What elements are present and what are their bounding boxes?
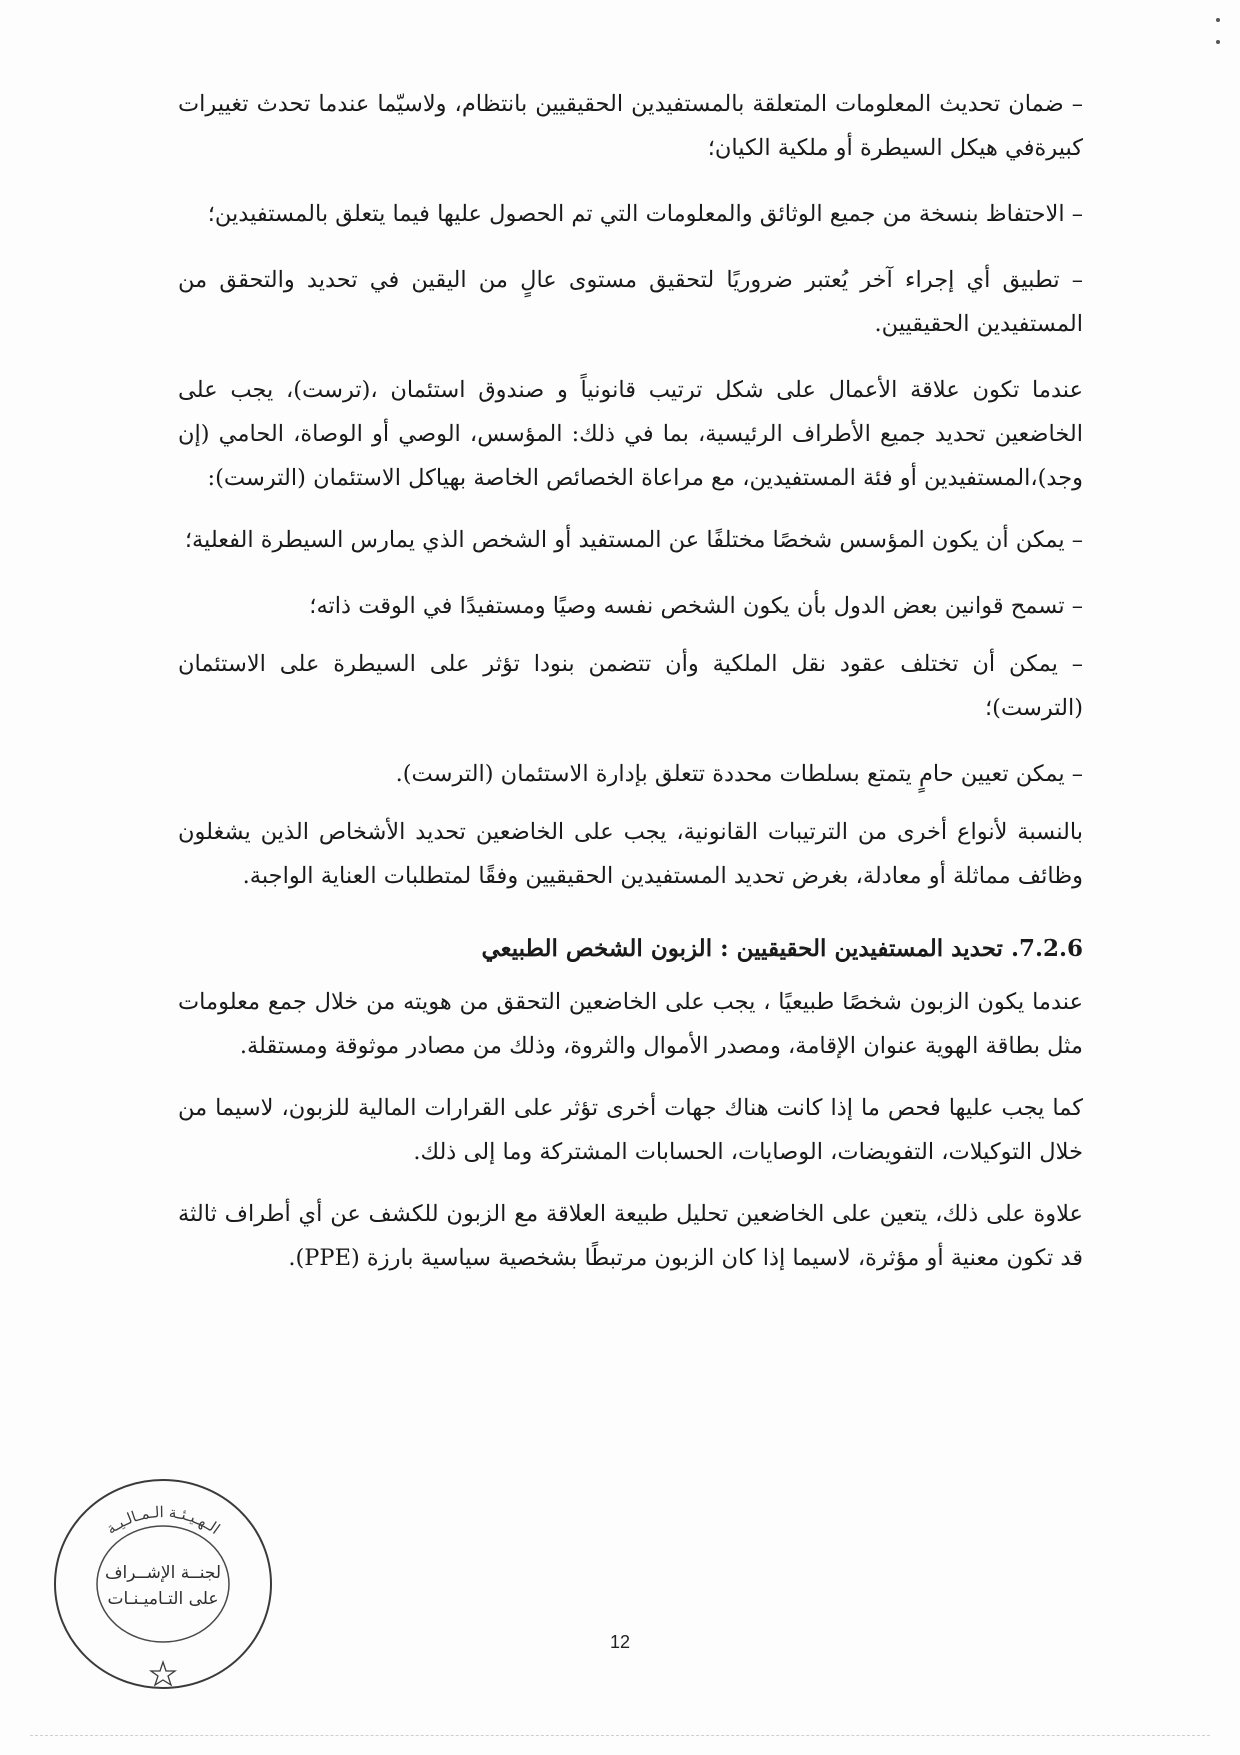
bullet-founder: – يمكن أن يكون المؤسس شخصًا مختلفًا عن المستفيد أو الشخص الذي يمارس السيطرة الفعلية؛: [184, 527, 1083, 553]
star-icon: [151, 1662, 175, 1685]
document-body: [178, 82, 1083, 1298]
scan-bottom-edge: [30, 1735, 1210, 1736]
paragraph-other-arrangements: بالنسبة لأنواع أخرى من الترتيبات القانونية، يجب على الخاضعين تحديد الأشخاص الذين يشغلون وظائف مماثلة أو معادلة، بغرض تحديد المستفيدين الحقيقيين وفقًا لمتطلبات العناية الواجبة.: [178, 819, 1083, 889]
bullet-other-measures: – تطبيق أي إجراء آخر يُعتبر ضروريًا لتحقيق مستوى عالٍ من اليقين في تحديد والتحقق من المستفيدين الحقيقيين.: [178, 267, 1083, 337]
stamp-line-1: لجنــة الإشــراف: [104, 1563, 222, 1583]
official-stamp: [48, 1472, 278, 1692]
bullet-trustee-beneficiary: – تسمح قوانين بعض الدول بأن يكون الشخص نفسه وصيًا ومستفيدًا في الوقت ذاته؛: [309, 593, 1083, 619]
paragraph-natural-person-relationship: علاوة على ذلك، يتعين على الخاضعين تحليل طبيعة العلاقة مع الزبون للكشف عن أي أطراف ثالثة قد تكون معنية أو مؤثرة، لاسيما إذا كان الزبون مرتبطًا بشخصية سياسية بارزة (PPE).: [178, 1201, 1083, 1271]
paragraph-natural-person-influence: كما يجب عليها فحص ما إذا كانت هناك جهات أخرى تؤثر على القرارات المالية للزبون، لاسيما من خلال التوكيلات، التفويضات، الوصايات، الحسابات المشتركة وما إلى ذلك.: [178, 1095, 1083, 1165]
bullet-keep-copies: – الاحتفاظ بنسخة من جميع الوثائق والمعلومات التي تم الحصول عليها فيما يتعلق بالمستفيدين؛: [207, 201, 1083, 227]
paragraph-trust-intro: عندما تكون علاقة الأعمال على شكل ترتيب قانونياً و صندوق استئمان ،(ترست)، يجب على الخاضعين تحديد جميع الأطراف الرئيسية، بما في ذلك: المؤسس، الوصي أو الوصاة، الحامي (إن وجد)،المستفيدين أو فئة المستفيدين، مع مراعاة الخصائص الخاصة بهياكل الاستئمان (الترست):: [178, 377, 1083, 491]
section-heading: 7.2.6. تحديد المستفيدين الحقيقيين : الزبون الشخص الطبيعي: [481, 935, 1083, 962]
bullet-protector: – يمكن تعيين حامٍ يتمتع بسلطات محددة تتعلق بإدارة الاستئمان (الترست).: [395, 761, 1083, 787]
stamp-line-2: على التـاميـنـات: [107, 1589, 219, 1609]
stamp-arc-text: الـهـيـئـة الـمـالـيـة: [102, 1503, 224, 1538]
scan-artifact-dot: [1216, 18, 1220, 22]
bullet-update-info: – ضمان تحديث المعلومات المتعلقة بالمستفيدين الحقيقيين بانتظام، ولاسيّما عندما تحدث تغييرات كبيرةفي هيكل السيطرة أو ملكية الكيان؛: [178, 91, 1083, 161]
page-number: 12: [609, 1632, 631, 1652]
paragraph-natural-person-identity: عندما يكون الزبون شخصًا طبيعيًا ، يجب على الخاضعين التحقق من هويته من خلال جمع معلومات مثل بطاقة الهوية عنوان الإقامة، ومصدر الأموال والثروة، وذلك من مصادر موثوقة ومستقلة.: [178, 989, 1083, 1059]
svg-text:الـهـيـئـة الـمـالـيـة: [103, 1503, 224, 1538]
bullet-contracts: – يمكن أن تختلف عقود نقل الملكية وأن تتضمن بنودا تؤثر على السيطرة على الاستئمان (الترست)؛: [178, 651, 1083, 721]
scan-artifact-dot: [1216, 40, 1220, 44]
